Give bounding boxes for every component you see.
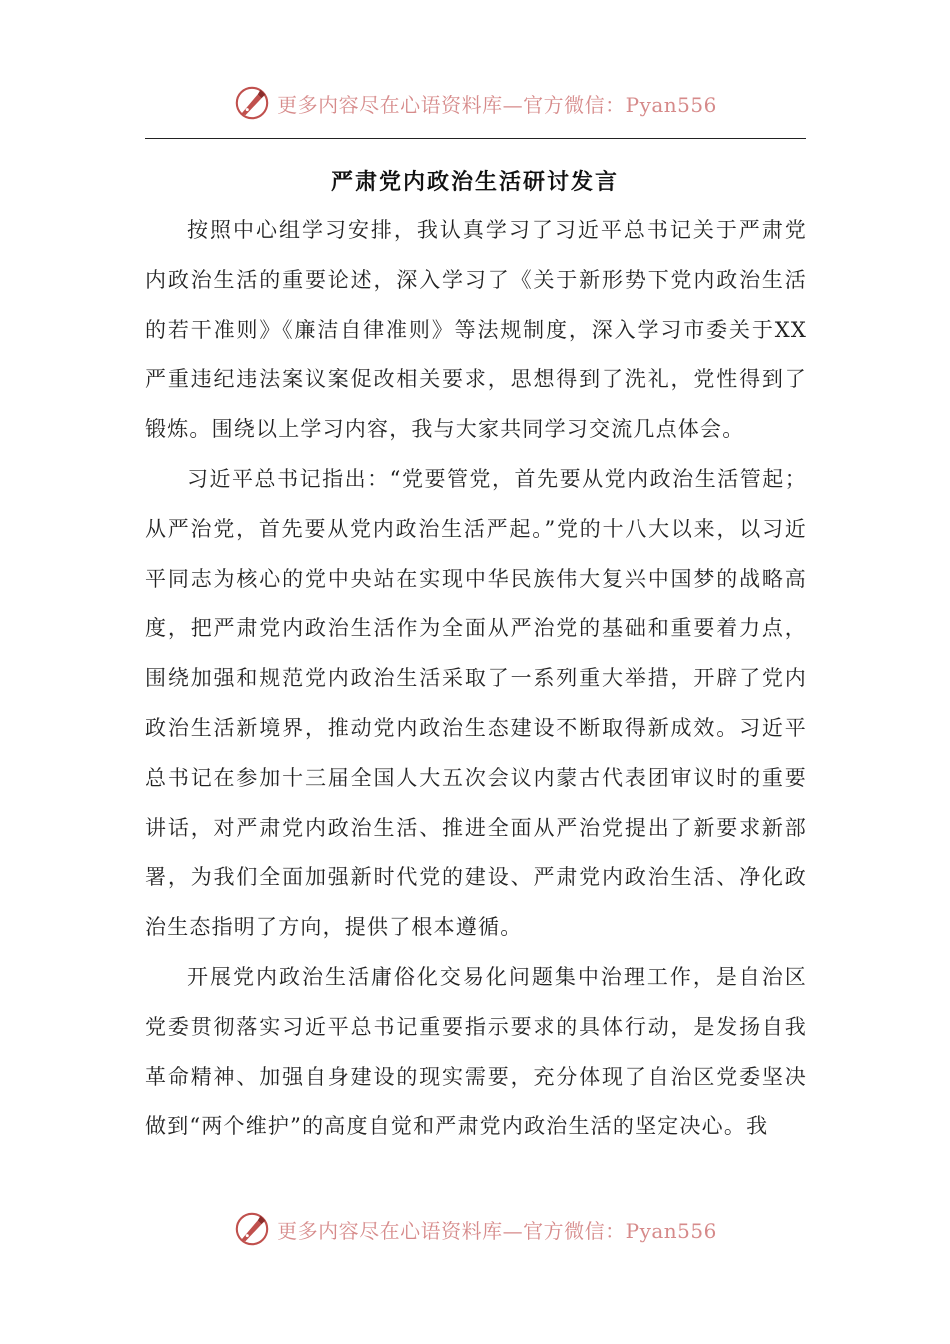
footer-watermark — [0, 1207, 950, 1251]
document-title: 严肃党内政治生活研讨发言 — [330, 170, 619, 195]
watermark-text: 更多内容尽在心语资料库—官方微信：Pyan556 — [277, 1218, 717, 1243]
document-body — [145, 206, 807, 1152]
pen-nib-logo-icon — [233, 1210, 271, 1248]
pen-nib-logo-icon — [233, 84, 271, 122]
paragraph: 习近平总书记指出：“党要管党，首先要从党内政治生活管起；从严治党，首先要从党内政治生活严起。”党的十八大以来，以习近平同志为核心的党中央站在实现中华民族伟大复兴中国梦的战略高度，把严肃党内政治生活作为全面从严治党的基础和重要着力点，围绕加强和规范党内政治生活采取了一系列重大举措，开辟了党内政治生活新境界，推动党内政治生态建设不断取得新成效。习近平总书记在参加十三届全国人大五次会议内蒙古代表团审议时的重要讲话，对严肃党内政治生活、推进全面从严治党提出了新要求新部署，为我们全面加强新时代党的建设、严肃党内政治生活、净化政治生态指明了方向，提供了根本遵循。 — [145, 466, 807, 940]
paragraph: 按照中心组学习安排，我认真学习了习近平总书记关于严肃党内政治生活的重要论述，深入学习了《关于新形势下党内政治生活的若干准则》《廉洁自律准则》等法规制度，深入学习市委关于XX严重违纪违法案议案促改相关要求，思想得到了洗礼，党性得到了锻炼。围绕以上学习内容，我与大家共同学习交流几点体会。 — [145, 218, 807, 442]
header-watermark — [0, 81, 950, 125]
watermark-text: 更多内容尽在心语资料库—官方微信：Pyan556 — [277, 92, 717, 117]
paragraph: 开展党内政治生活庸俗化交易化问题集中治理工作，是自治区党委贯彻落实习近平总书记重要指示要求的具体行动，是发扬自我革命精神、加强自身建设的现实需要，充分体现了自治区党委坚决做到“两个维护”的高度自觉和严肃党内政治生活的坚定决心。我 — [145, 964, 807, 1139]
header-divider — [145, 138, 806, 139]
